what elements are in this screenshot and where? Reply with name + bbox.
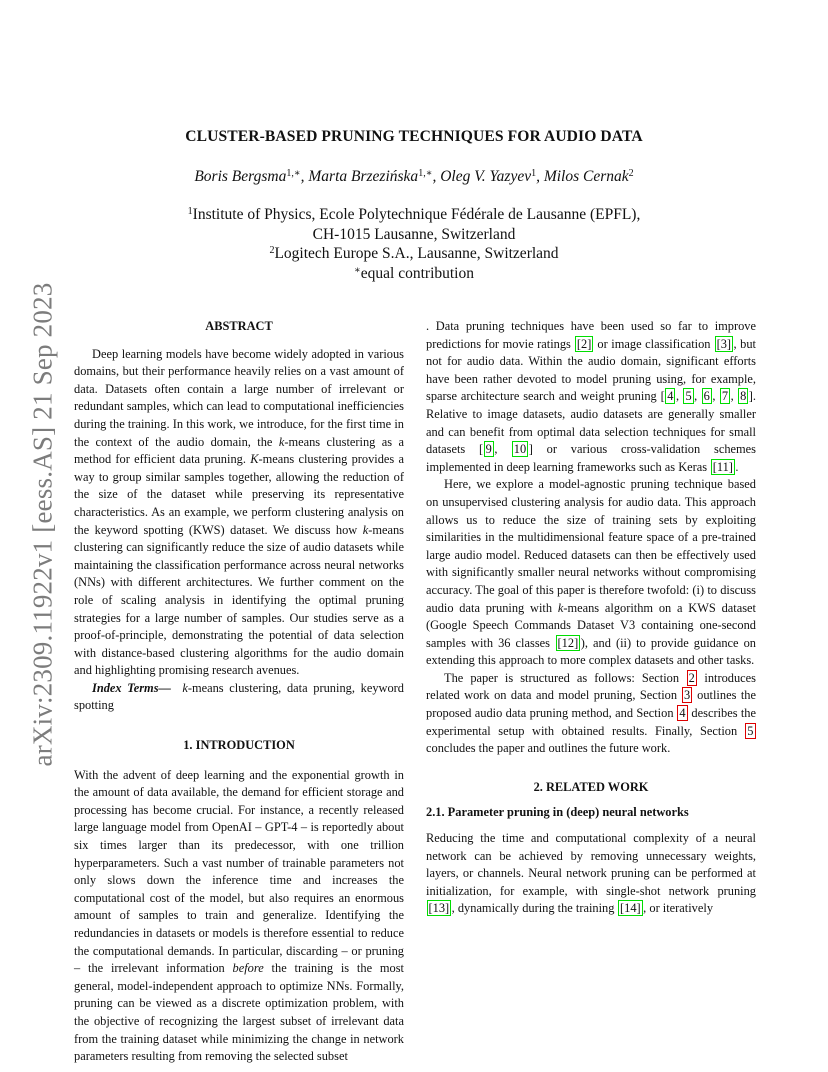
math-variable: k [557,600,564,615]
paragraph-text: ), and (ii) to provide guidance on extending this approach to more complex datasets and other tasks. [426,635,756,668]
right-column [426,318,756,918]
citation-link[interactable]: [12] [557,635,579,650]
citation-link[interactable]: 5 [685,389,692,404]
arxiv-id: arXiv:2309.11922v1 [eess.AS] 21 Sep 2023 [27,282,58,766]
paragraph-text: concludes the paper and outlines the future work. [426,741,671,756]
author-affiliation-mark: 1,∗ [418,168,433,179]
index-terms: Index Terms— k-means clustering, data pruning, keyword spotting [74,680,404,713]
affiliation-mark: ∗ [353,264,361,276]
author-affiliation-mark: 1 [531,168,537,179]
paragraph-text: outlines the proposed audio data pruning method, and Section [426,688,756,721]
citation-link[interactable]: 9 [485,442,492,457]
section-link[interactable]: 5 [747,723,754,738]
paragraph-text: The paper is structured as follows: Section [444,670,687,685]
left-column [74,318,404,1066]
introduction-paragraph: With the advent of deep learning and the exponential growth in the amount of data available, the demand for efficient storage and processing has become crucial. For instance, a recently released large language model from OpenAI – GPT-4 – is reportedly about six times larger than its predecessor, with one trillion hyperparameters. Such a vast number of trainable parameters not only slows down the inference time and increases the computational cost of the model, but also requires an enormous amount of samples to train and generalize. Identifying the redundancies in datasets or models is therefore essential to reduce the computational demands. In particular, discarding – or pruning – the irrelevant information before the training is the most general, model-independent approach to optimize NNs. Formally, pruning can be viewed as a discrete optimization problem, with the objective of recognizing the largest subset of irrelevant data from the training dataset while minimizing the change in network parameters resulting from removing the selected subset [74,767,404,1064]
citation-link[interactable]: 8 [740,389,747,404]
citation-link[interactable]: 4 [667,389,674,404]
paragraph-text: ] or various cross-validation schemes implemented in deep learning frameworks such as Keras [426,442,756,474]
author-list: Boris Bergsma$^{1,∗}$, Marta Brzezińska$^{1,∗}$, Oleg V. Yazyev$^1$, Milos Cernak$^2$ [194,168,634,185]
introduction-paragraph-continued: . Data pruning techniques have been used so far to improve predictions for movie ratings [2] or image classification [3] , but not for audio data. Within the audio domain, significant efforts have been rather devoted to model pruning using, for example, sparse architecture search and weight pruning [ 4 , 5 , 6 , 7 , 8 ]. Relative to image datasets, audio datasets are generally smaller and can benefit from optimal data selection techniques for small datasets [ 9 , 10 ] or various cross-validation schemes implemented in deep learning frameworks such as Keras [11] . [426,319,757,474]
paragraph-text: , or iteratively [643,901,714,916]
author-affiliation-mark: 1,∗ [286,168,301,179]
arxiv-sidebar-stamp [22,284,64,764]
citation-link[interactable]: 7 [721,389,729,404]
affiliations [74,205,754,283]
paragraph-text: , dynamically during the training [451,901,618,916]
abstract-heading: ABSTRACT [205,319,273,333]
paragraph-text: . Data pruning techniques have been used so far to improve predictions for movie ratings [426,319,756,351]
citation-link[interactable]: [11] [712,459,733,474]
author-affiliation-mark: 2 [628,168,634,179]
paragraph-text: ]. Relative to image datasets, audio datasets are generally smaller and can benefit from optimal data selection techniques for small datasets [ [426,389,756,457]
paragraph-text: or image classification [593,336,715,351]
paragraph-text: Here, we explore a model-agnostic pruning technique based on unsupervised clustering analysis for audio data. This approach allows us to reduce the size of training sets by exploiting similarities in the multidimensional feature space of a pre-trained large audio model. Reduced datasets can then be effectively used with significantly smaller neural networks without compromising accuracy. The goal of this paper is therefore twofold: (i) to discuss audio data pruning with [426,477,756,615]
affiliation-mark: 1 [187,206,193,217]
citation-link[interactable]: [14] [620,901,641,916]
abstract-paragraph: Deep learning models have become widely adopted in various domains, but their performance heavily relies on a vast amount of data. Datasets often contain a large number of irrelevant or redundant samples, which can lead to computational inefficiencies during the training. In this work, we introduce, for the first time in the context of the audio domain, the k-means clustering as a method for efficient data pruning. K-means clustering provides a way to group similar samples together, allowing the reduction of the size of the dataset while preserving its representative characteristics. As an example, we perform clustering analysis on the keyword spotting (KWS) dataset. We discuss how k-means clustering can significantly reduce the size of audio datasets while maintaining the classification performance across neural networks (NNs) with different architectures. We further comment on the role of scaling analysis in identifying the optimal pruning strategies for a large number of samples. Our studies serve as a proof-of-principle, demonstrating the potential of data selection with distance-based clustering algorithms for the audio domain and highlighting promising research avenues. [74,346,405,678]
section-link[interactable]: 3 [684,688,691,703]
paragraph-text: -means algorithm on a KWS dataset (Google Speech Commands Dataset V3 containing one-second samples with 36 classes [426,600,756,650]
section-link[interactable]: 4 [679,706,686,721]
index-terms-label: Index Terms— [92,680,171,695]
introduction-heading: 1. INTRODUCTION [183,738,295,753]
citation-link[interactable]: [2] [576,336,592,351]
paper-title: CLUSTER-BASED PRUNING TECHNIQUES FOR AUDIO DATA [185,128,643,145]
affiliation-1-address: CH-1015 Lausanne, Switzerland [312,225,516,243]
subsection-heading: 2.1. Parameter pruning in (deep) neural networks [426,805,689,820]
paragraph-text: describes the experimental setup with obtained results. Finally, Section [426,706,757,738]
citation-link[interactable]: [13] [428,901,450,916]
affiliation-text: Institute of Physics, Ecole Polytechnique Fédérale de Lausanne (EPFL), [192,206,641,223]
author-name: Boris Bergsma [194,168,287,185]
affiliation-mark: 2 [269,245,275,256]
author-name: Oleg V. Yazyev [440,168,532,185]
citation-link[interactable]: 6 [703,389,710,404]
author-name: Milos Cernak [543,168,629,185]
affiliation-text: Logitech Europe S.A., Lausanne, Switzerland [274,245,559,262]
section-link[interactable]: 2 [688,670,695,685]
related-work-paragraph [426,830,756,918]
citation-link[interactable]: [3] [716,336,732,351]
introduction-paragraph [426,476,756,670]
equal-contribution-note [74,264,754,284]
affiliation-text: equal contribution [360,264,474,282]
paragraph-text: Reducing the time and computational complexity of a neural network can be achieved by removing unnecessary weights, layers, or channels. Neural network pruning can be performed at initialization, for example, with single-shot network pruning [426,831,756,898]
paragraph-text: . [735,459,739,474]
introduction-paragraph [426,670,756,758]
paragraph-text: introduces related work on data and model pruning, Section [426,670,757,703]
citation-link[interactable]: 10 [513,442,527,457]
paragraph-text: , but not for audio data. Within the audio domain, significant efforts have been rather devoted to model pruning using, for example, sparse architecture search and weight pruning [ [426,336,757,404]
author-name: Marta Brzezińska [308,168,419,185]
affiliation-1 [74,205,754,225]
related-work-heading: 2. RELATED WORK [533,779,649,794]
affiliation-2 [74,244,754,264]
